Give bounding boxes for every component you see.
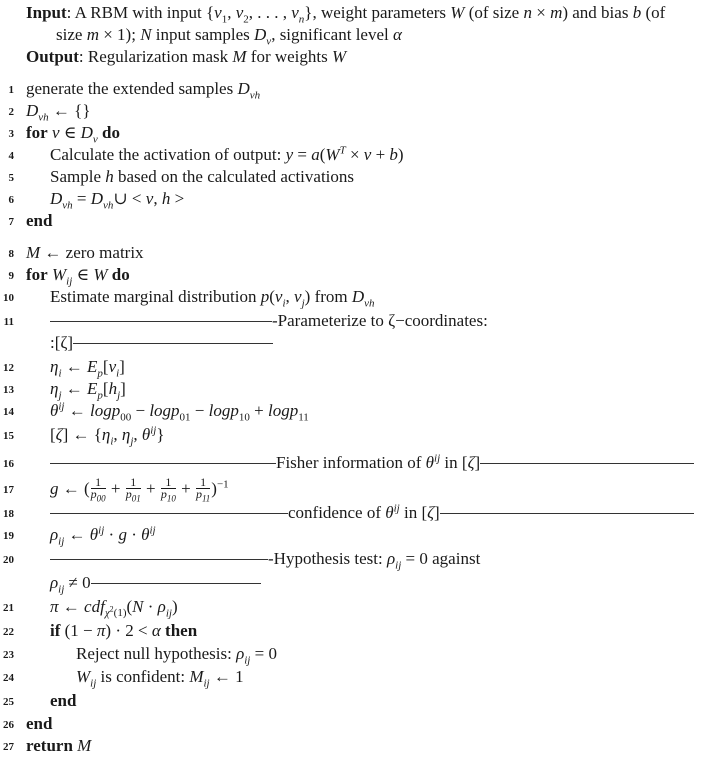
section-rule: [50, 559, 268, 560]
section-rule: [91, 583, 261, 584]
section-rule: [480, 463, 694, 464]
line-number: 22: [3, 626, 14, 638]
section-rule: [50, 321, 272, 322]
section-rule: [50, 513, 288, 514]
line-number: 1: [8, 84, 14, 96]
line-number: 10: [3, 292, 14, 304]
line-number: 3: [8, 128, 14, 140]
output-spec: Output: Regularization mask M for weights W: [26, 47, 347, 66]
line-number: 18: [3, 508, 14, 520]
line-number: 23: [3, 649, 14, 661]
line-number: 5: [8, 172, 14, 184]
line-number: 25: [3, 696, 14, 708]
line-number: 6: [8, 194, 14, 206]
line-number: 2: [8, 106, 14, 118]
line-number: 14: [3, 406, 14, 418]
line-number: 20: [3, 554, 14, 566]
line-number: 16: [3, 458, 14, 470]
line-number: 9: [8, 270, 14, 282]
line-number: 27: [3, 741, 14, 753]
section-rule: [440, 513, 694, 514]
line-number: 12: [3, 362, 14, 374]
line-number: 15: [3, 430, 14, 442]
line-number: 11: [3, 316, 14, 328]
line-number: 8: [8, 248, 14, 260]
input-spec: Input: A RBM with input {$v_1$, $v_2$, . . . , $v_n$}, weight parameters W (of size n × m) and bias b (of: [26, 3, 666, 26]
line-number: 26: [3, 719, 14, 731]
section-rule: [50, 463, 276, 464]
line-number: 17: [3, 484, 14, 496]
section-rule: [73, 343, 273, 344]
line-number: 4: [8, 150, 14, 162]
line-number: 24: [3, 672, 14, 684]
line-number: 13: [3, 384, 14, 396]
input-spec-cont: size m × 1); N input samples $D_v$, significant level α: [56, 25, 402, 48]
line-number: 19: [3, 530, 14, 542]
line-number: 21: [3, 602, 14, 614]
input-label: Input: [26, 3, 67, 22]
line-number: 7: [8, 216, 14, 228]
output-label: Output: [26, 47, 79, 66]
